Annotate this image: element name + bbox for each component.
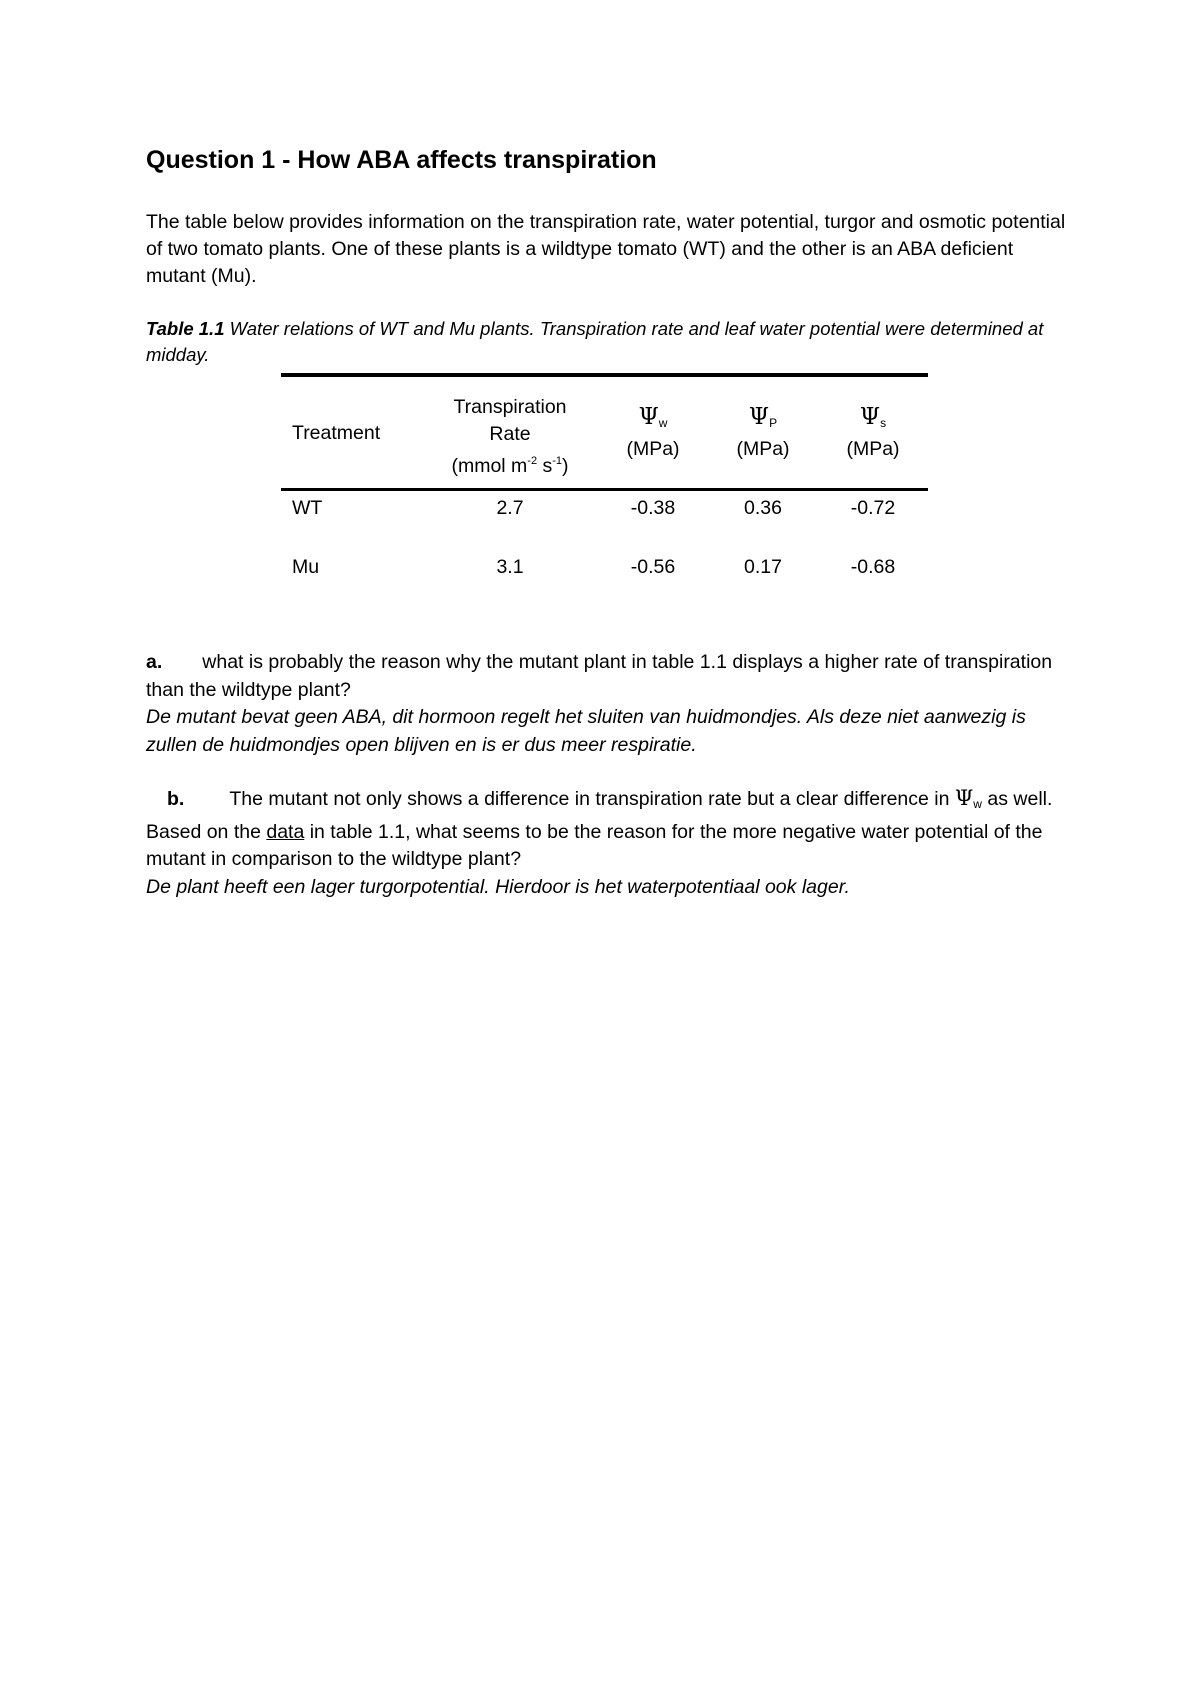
question-b-label: b. xyxy=(167,788,185,810)
header-psi-p-unit: (MPa) xyxy=(736,438,790,460)
table-caption xyxy=(146,316,1076,368)
answer-a: De mutant bevat geen ABA, dit hormoon regelt het sluiten van huidmondjes. Als deze niet aanwezig is zullen de huidmondjes open blijven en is er dus meer respiratie. xyxy=(146,706,1026,756)
psi-p-subscript: P xyxy=(769,416,778,430)
question-b-psi-subscript: w xyxy=(973,797,982,811)
table-row-wt-rate: 2.7 xyxy=(496,497,524,519)
question-b-text-1: The mutant not only shows a difference in transpiration rate but a clear difference in xyxy=(229,788,955,810)
table-row-wt-psi-s: -0.72 xyxy=(850,497,896,519)
question-b-text-3: in table 1.1, what seems to be the reason for the more negative water potential of the mutant in comparison to the wildtype plant? xyxy=(146,820,1043,870)
header-transpiration-line2: Rate xyxy=(489,423,531,445)
question-b-text-2: as well. Based on the xyxy=(146,788,1053,843)
header-psi-s-unit: (MPa) xyxy=(846,438,900,460)
question-b-underlined-data: data xyxy=(266,820,305,843)
header-treatment: Treatment xyxy=(292,422,381,444)
intro-paragraph: The table below provides information on the transpiration rate, water potential, turgor and osmotic potential of two tomato plants. One of these plants is a wildtype tomato (WT) and the other is an ABA deficient mutant (Mu). xyxy=(146,211,1066,287)
header-psi-p-symbol xyxy=(703,404,823,436)
header-psi-p xyxy=(703,404,823,463)
table-row-mu-psi-s: -0.68 xyxy=(850,556,896,578)
table-top-rule xyxy=(281,373,928,377)
table-caption-text: Water relations of WT and Mu plants. Transpiration rate and leaf water potential were determined at midday. xyxy=(146,318,1044,365)
unit-pre: (mmol m xyxy=(451,455,528,477)
question-a-label: a. xyxy=(146,651,163,673)
unit-post: ) xyxy=(562,455,569,477)
psi-s-subscript: s xyxy=(880,416,887,430)
question-b-text-block xyxy=(146,785,1076,874)
page-title: Question 1 - How ABA affects transpiration xyxy=(146,146,657,174)
header-transpiration-line1: Transpiration xyxy=(453,396,567,418)
header-psi-s xyxy=(813,404,933,463)
table-row-mu-psi-w: -0.56 xyxy=(630,556,676,578)
psi-w-glyph: Ψ xyxy=(638,404,659,430)
question-b-psi-glyph: Ψ xyxy=(954,786,974,810)
unit-exp1: -2 xyxy=(527,455,538,467)
unit-mid: s xyxy=(537,455,553,477)
question-b xyxy=(146,785,1076,901)
psi-p-glyph: Ψ xyxy=(748,404,770,430)
question-a-text: what is probably the reason why the mutant plant in table 1.1 displays a higher rate of transpiration than the wildtype plant? xyxy=(146,651,1053,701)
table-row-wt-psi-w: -0.38 xyxy=(630,497,676,519)
header-psi-s-symbol xyxy=(813,404,933,436)
header-psi-w-unit: (MPa) xyxy=(626,438,680,460)
table-row-wt-psi-p: 0.36 xyxy=(744,497,782,519)
header-transpiration-unit xyxy=(410,448,610,480)
table-row-mu-rate: 3.1 xyxy=(496,556,524,578)
psi-s-glyph: Ψ xyxy=(859,404,881,430)
table-row-wt-treatment: WT xyxy=(292,497,323,519)
psi-w-subscript: w xyxy=(658,416,668,430)
table-caption-label: Table 1.1 xyxy=(146,318,225,339)
header-psi-w xyxy=(593,404,713,463)
table-row-mu-psi-p: 0.17 xyxy=(744,556,782,578)
question-a xyxy=(146,649,1076,759)
unit-exp2: -1 xyxy=(552,455,563,467)
header-transpiration xyxy=(410,394,610,480)
answer-b: De plant heeft een lager turgorpotential. Hierdoor is het waterpotentiaal ook lager. xyxy=(146,875,850,898)
table-row-mu-treatment: Mu xyxy=(292,556,320,578)
question-a-text-block xyxy=(146,649,1076,704)
table-header-rule xyxy=(281,488,928,491)
header-psi-w-symbol xyxy=(593,404,713,436)
